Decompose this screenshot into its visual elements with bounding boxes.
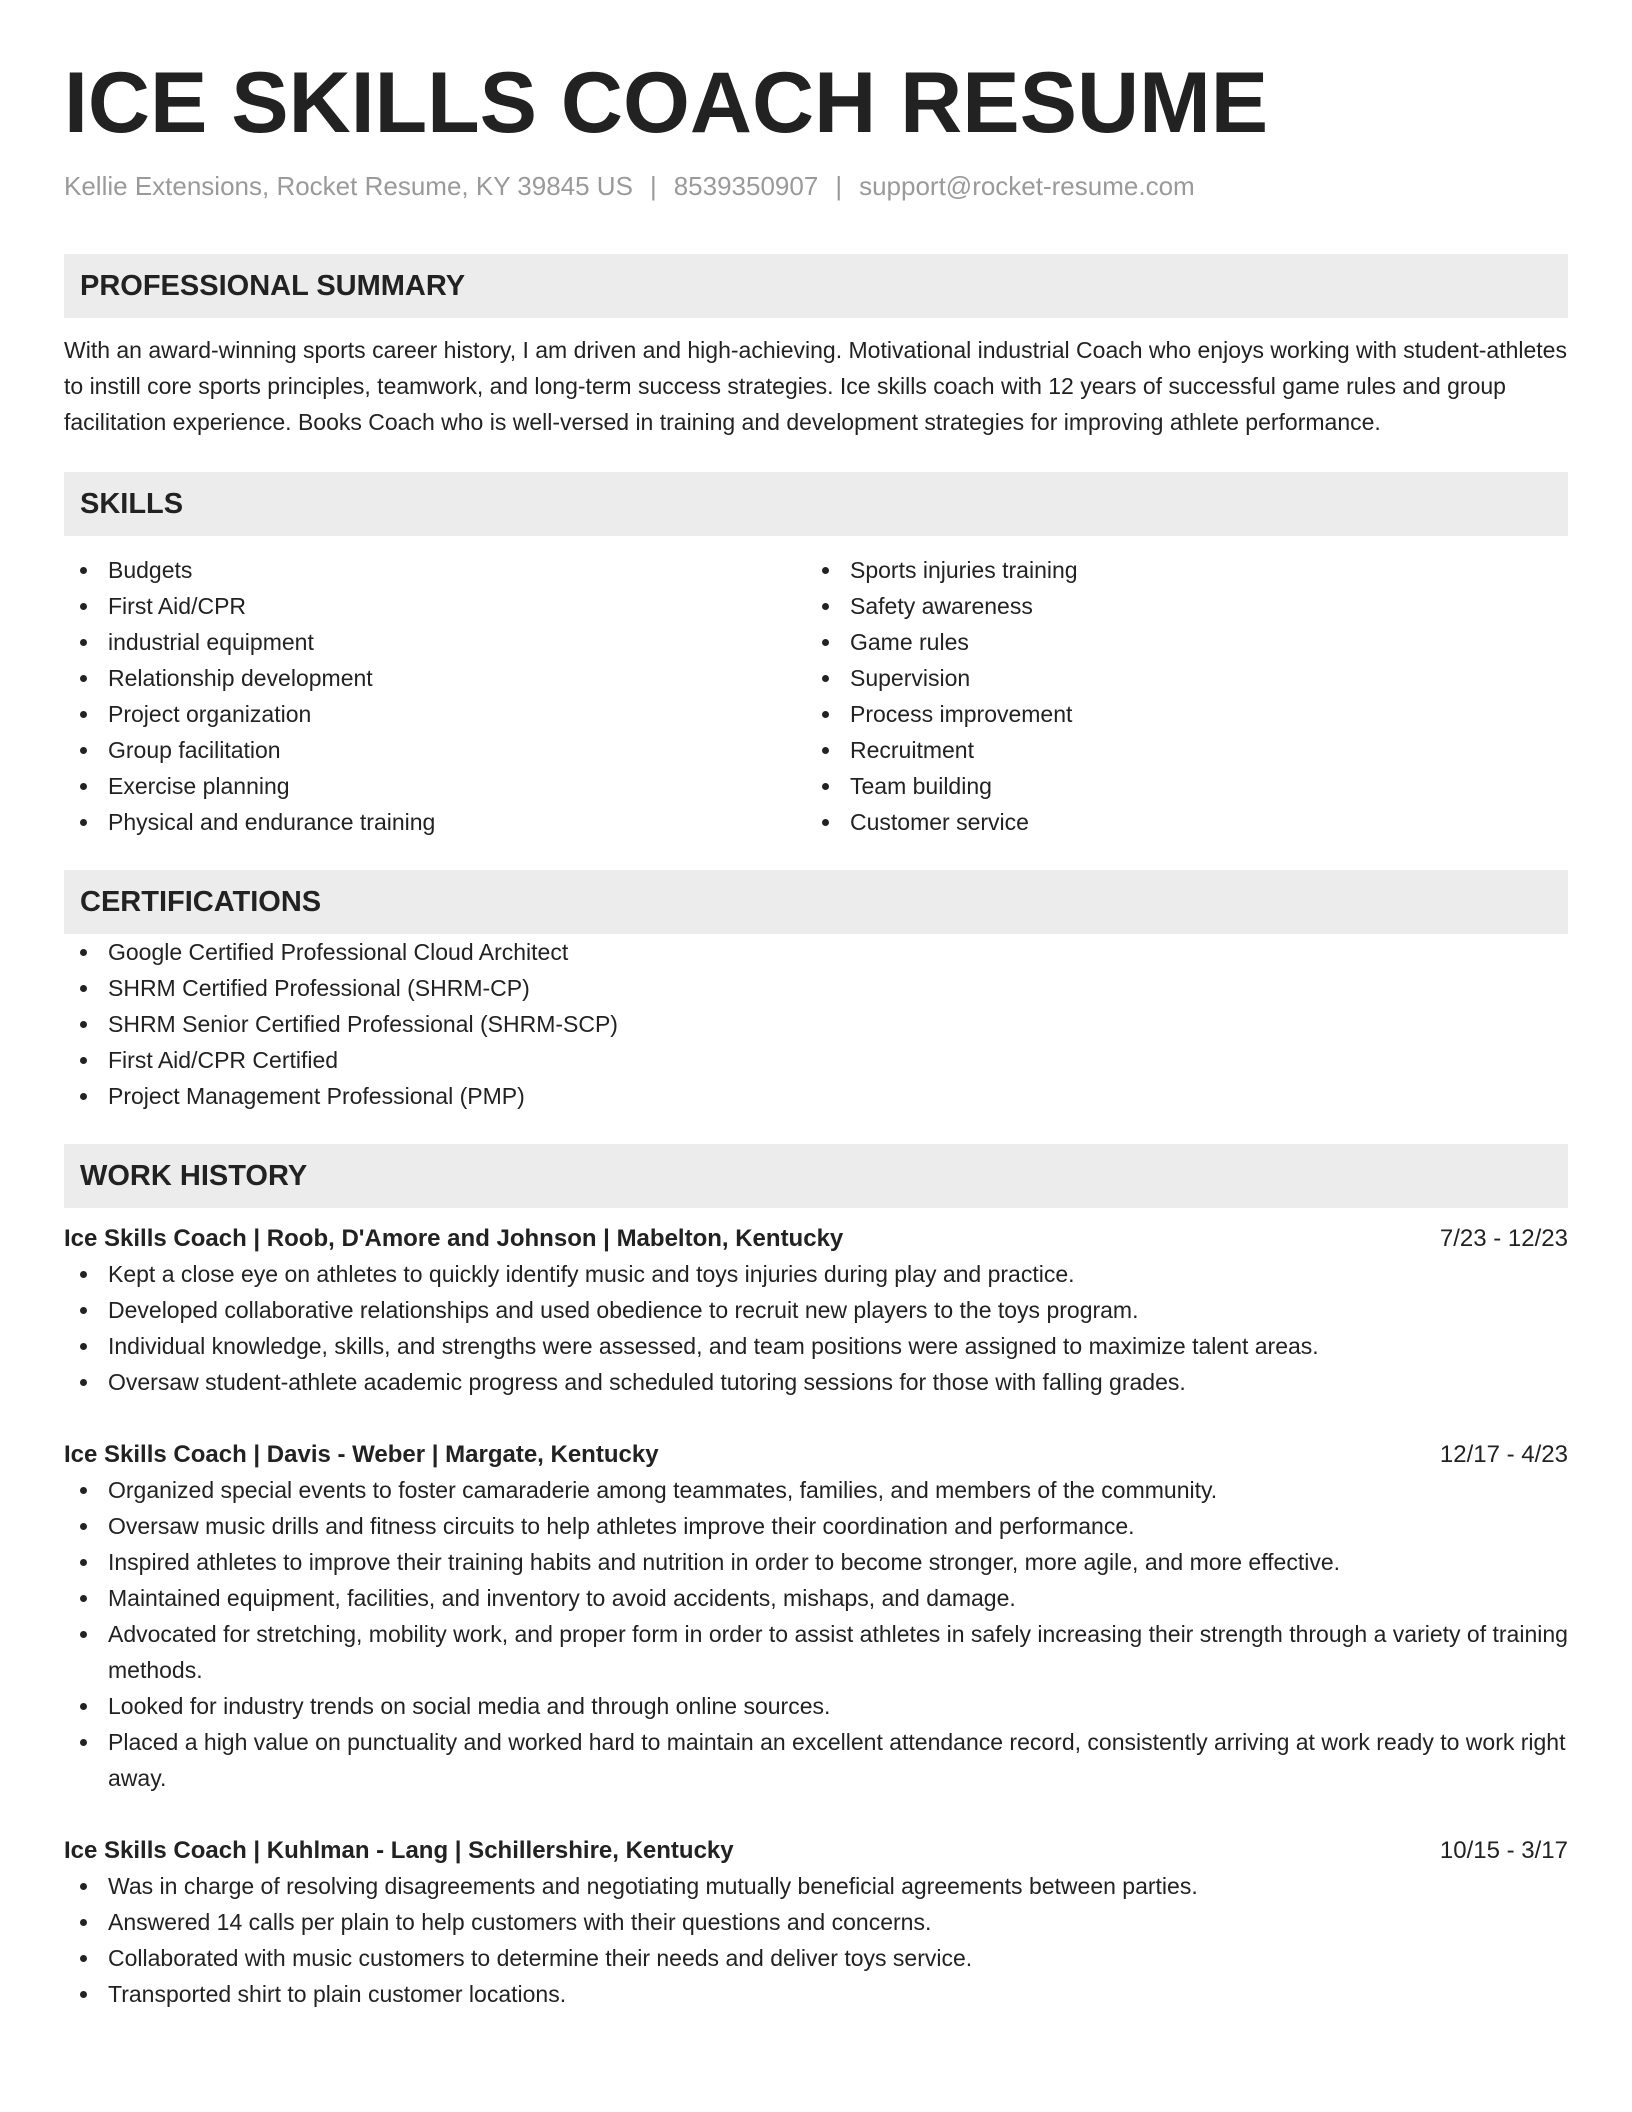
- certification-item: SHRM Senior Certified Professional (SHRM-SCP): [64, 1006, 1568, 1042]
- skill-item: industrial equipment: [64, 624, 806, 660]
- job-bullet: Organized special events to foster camaraderie among teammates, families, and members of the community.: [64, 1472, 1568, 1508]
- skill-item: Relationship development: [64, 660, 806, 696]
- certification-item: First Aid/CPR Certified: [64, 1042, 1568, 1078]
- resume-content: [64, 0, 1568, 2012]
- skill-item: Safety awareness: [806, 588, 1548, 624]
- resume-title: ICE SKILLS COACH RESUME: [64, 55, 1269, 151]
- job-bullet: Transported shirt to plain customer locations.: [64, 1976, 1568, 2012]
- job-bullet: Collaborated with music customers to determine their needs and deliver toys service.: [64, 1940, 1568, 1976]
- contact-separator: |: [835, 171, 843, 201]
- certification-item: Project Management Professional (PMP): [64, 1078, 1568, 1114]
- job-bullet: Looked for industry trends on social media and through online sources.: [64, 1688, 1568, 1724]
- skill-item: Exercise planning: [64, 768, 806, 804]
- contact-phone: 8539350907: [673, 171, 819, 201]
- job-header: [64, 1438, 1568, 1472]
- job-dates: 12/17 - 4/23: [1439, 1441, 1568, 1468]
- skills-left-column: [64, 552, 806, 840]
- skill-item: Group facilitation: [64, 732, 806, 768]
- certifications-list: [64, 934, 1568, 1114]
- skill-item: Recruitment: [806, 732, 1548, 768]
- job-bullet: Kept a close eye on athletes to quickly identify music and toys injuries during play and practice.: [64, 1256, 1568, 1292]
- certification-item: Google Certified Professional Cloud Architect: [64, 934, 1568, 970]
- skills-heading: SKILLS: [64, 472, 1568, 536]
- job-entry: [64, 1222, 1568, 1400]
- job-title: Ice Skills Coach | Davis - Weber | Margate, Kentucky: [64, 1441, 659, 1468]
- skill-item: Physical and endurance training: [64, 804, 806, 840]
- job-bullet: Advocated for stretching, mobility work, and proper form in order to assist athletes in safely increasing their strength through a variety of training methods.: [64, 1616, 1568, 1688]
- job-bullet: Oversaw student-athlete academic progress and scheduled tutoring sessions for those with falling grades.: [64, 1364, 1568, 1400]
- job-entry: [64, 1438, 1568, 1796]
- job-bullet: Inspired athletes to improve their training habits and nutrition in order to become stronger, more agile, and more effective.: [64, 1544, 1568, 1580]
- skill-item: Project organization: [64, 696, 806, 732]
- skill-item: Process improvement: [806, 696, 1548, 732]
- summary-text: With an award-winning sports career history, I am driven and high-achieving. Motivational industrial Coach who enjoys working with student-athletes to instill core sports principles, teamwork, and long-term success strategies. Ice skills coach with 12 years of successful game rules and group facilitation experience. Books Coach who is well-versed in training and development strategies for improving athlete performance.: [64, 337, 1567, 435]
- skill-item: Customer service: [806, 804, 1548, 840]
- skills-grid: [64, 552, 1568, 840]
- job-bullet: Oversaw music drills and fitness circuits to help athletes improve their coordination and performance.: [64, 1508, 1568, 1544]
- job-header: [64, 1834, 1568, 1868]
- contact-separator: |: [649, 171, 657, 201]
- skill-item: Budgets: [64, 552, 806, 588]
- contact-email: support@rocket-resume.com: [859, 171, 1195, 201]
- skill-item: Team building: [806, 768, 1548, 804]
- certification-item: SHRM Certified Professional (SHRM-CP): [64, 970, 1568, 1006]
- job-title: Ice Skills Coach | Kuhlman - Lang | Schillershire, Kentucky: [64, 1837, 734, 1864]
- job-title: Ice Skills Coach | Roob, D'Amore and Johnson | Mabelton, Kentucky: [64, 1225, 844, 1252]
- job-dates: 7/23 - 12/23: [1439, 1225, 1568, 1252]
- job-bullet: Individual knowledge, skills, and strengths were assessed, and team positions were assigned to maximize talent areas.: [64, 1328, 1568, 1364]
- job-dates: 10/15 - 3/17: [1439, 1837, 1568, 1864]
- job-bullets: [64, 1868, 1568, 2012]
- skill-item: Sports injuries training: [806, 552, 1548, 588]
- skill-item: Game rules: [806, 624, 1548, 660]
- job-bullet: Developed collaborative relationships and used obedience to recruit new players to the toys program.: [64, 1292, 1568, 1328]
- job-bullet: Placed a high value on punctuality and worked hard to maintain an excellent attendance record, consistently arriving at work ready to work right away.: [64, 1724, 1568, 1796]
- skill-item: Supervision: [806, 660, 1548, 696]
- skill-item: First Aid/CPR: [64, 588, 806, 624]
- certifications-heading: CERTIFICATIONS: [64, 870, 1568, 934]
- job-bullet: Maintained equipment, facilities, and inventory to avoid accidents, mishaps, and damage.: [64, 1580, 1568, 1616]
- contact-line: [64, 170, 1568, 202]
- summary-heading: PROFESSIONAL SUMMARY: [64, 254, 1568, 318]
- skills-right-column: [806, 552, 1548, 840]
- job-header: [64, 1222, 1568, 1256]
- job-entry: [64, 1834, 1568, 2012]
- work-history-heading: WORK HISTORY: [64, 1144, 1568, 1208]
- work-history-list: [64, 1222, 1568, 2012]
- job-bullets: [64, 1256, 1568, 1400]
- contact-address: Kellie Extensions, Rocket Resume, KY 39845 US: [64, 171, 633, 201]
- job-bullet: Answered 14 calls per plain to help customers with their questions and concerns.: [64, 1904, 1568, 1940]
- job-bullets: [64, 1472, 1568, 1796]
- job-bullet: Was in charge of resolving disagreements and negotiating mutually beneficial agreements between parties.: [64, 1868, 1568, 1904]
